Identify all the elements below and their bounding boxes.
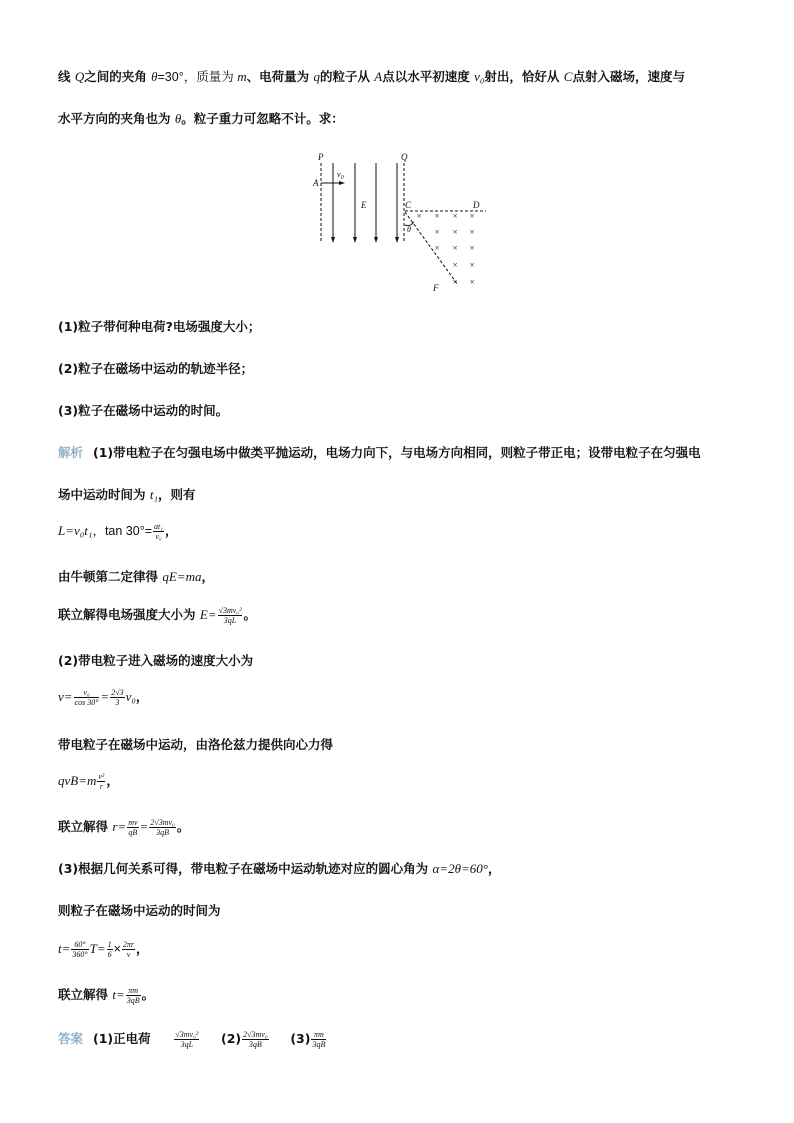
label-c: C: [405, 200, 412, 210]
svg-text:×: ×: [452, 243, 459, 253]
solution-para-9: 则粒子在磁场中运动的时间为: [58, 903, 221, 918]
question-3: (3)粒子在磁场中运动的时间。: [58, 403, 229, 418]
svg-text:×: ×: [469, 211, 476, 221]
fraction: $\frac{mv}{qB}$: [128, 818, 138, 837]
fraction: $\frac{1}{6}$: [107, 940, 112, 959]
svg-text:×: ×: [452, 227, 459, 237]
fraction: $\frac{\text{v₀}}{\cos 30^\circ}$: [74, 688, 99, 707]
problem-line-2: 水平方向的夹角也为 θ。粒子重力可忽略不计。求：: [58, 111, 344, 126]
svg-text:×: ×: [434, 211, 441, 221]
question-1: (1)粒子带何种电荷?电场强度大小；: [58, 319, 261, 334]
equation-4: t= $\frac{60^\circ}{360^\circ}$ T= $\frac{1}{6}$ × $\frac{2\pi r}{v}$ ，: [58, 940, 149, 959]
label-p: P: [318, 152, 324, 162]
solution-para-6: 带电粒子在磁场中运动，由洛伦兹力提供向心力得: [58, 737, 334, 752]
field-diagram: [300, 145, 500, 300]
fraction: $\frac{\text{at₁}}{\text{v₀}}$: [154, 522, 164, 541]
question-2: (2)粒子在磁场中运动的轨迹半径；: [58, 361, 254, 376]
svg-text:×: ×: [452, 260, 459, 270]
svg-text:×: ×: [452, 211, 459, 221]
magnetic-field-crosses: [416, 211, 475, 287]
svg-text:×: ×: [434, 227, 441, 237]
solution-para-1: 解析 (1)带电粒子在匀强电场中做类平抛运动，电场力向下，与电场方向相同，则粒子带正电；设带电粒子在匀强电: [58, 445, 701, 460]
fraction: $\frac{\text{2√3mv₀}}{3qB}$: [150, 818, 175, 837]
solution-para-3: 由牛顿第二定律得 qE=ma，: [58, 569, 214, 584]
svg-text:×: ×: [452, 277, 459, 287]
answer-2-fraction: $\frac{\text{2√3mv₀}}{3qB}$: [243, 1030, 268, 1049]
fraction: $\frac{2√3}{3}$: [111, 688, 124, 707]
label-q: Q: [401, 152, 408, 162]
equation-3: qvB=m $\frac{\text{v²}}{r}$ ，: [58, 772, 119, 791]
fraction: $\frac{\text{√3mv₀²}}{3qL}$: [218, 606, 242, 625]
solution-para-8: (3)根据几何关系可得，带电粒子在磁场中运动轨迹对应的圆心角为 α=2θ=60°，: [58, 861, 501, 876]
solution-para-4: 联立解得电场强度大小为 E= $\frac{\text{√3mv₀²}}{3qL}$ 。: [58, 606, 256, 625]
solution-para-7: 联立解得 r= $\frac{mv}{qB}$ = $\frac{\text{2√3mv₀}}{3qB}$ 。: [58, 818, 190, 837]
fraction: $\frac{2\pi r}{v}$: [122, 940, 135, 959]
solution-para-2: 场中运动时间为 t₁，则有: [58, 487, 196, 502]
solution-tag: 解析: [58, 445, 84, 460]
label-theta: θ: [407, 225, 411, 234]
fraction: $\frac{60^\circ}{360^\circ}$: [72, 940, 88, 959]
svg-text:×: ×: [469, 260, 476, 270]
equation-2: v= $\frac{\text{v₀}}{\cos 30^\circ}$ = $\frac{2√3}{3}$ v₀，: [58, 688, 149, 707]
answer-3-fraction: $\frac{\pi m}{3qB}$: [312, 1030, 326, 1049]
answer-1-fraction: $\frac{\text{√3mv₀²}}{3qL}$: [175, 1030, 199, 1049]
answer-tag: 答案: [58, 1031, 84, 1046]
equation-1: L=v₀t₁，tan 30°= $\frac{\text{at₁}}{\text{v₀}}$ ，: [58, 522, 178, 541]
svg-text:×: ×: [469, 277, 476, 287]
solution-para-10: 联立解得 t= $\frac{\pi m}{3qB}$ 。: [58, 986, 155, 1005]
fraction: $\frac{\text{v²}}{r}$: [98, 772, 105, 791]
label-d: D: [473, 200, 480, 210]
answer-line: 答案 (1)正电荷 $\frac{\text{√3mv₀²}}{3qL}$ (2) $\frac{\text{2√3mv₀}}{3qB}$ (3) $\frac{\pi m}{3qB}$: [58, 1030, 326, 1049]
svg-text:×: ×: [434, 243, 441, 253]
label-a: A: [313, 178, 319, 188]
label-e: E: [361, 200, 367, 210]
fraction: $\frac{\pi m}{3qB}$: [126, 986, 140, 1005]
svg-text:×: ×: [416, 211, 423, 221]
problem-line-1: 线 Q之间的夹角 θ=30°，质量为 m、电荷量为 q的粒子从 A点以水平初速度 v₀射出，恰好从 C点射入磁场，速度与: [58, 69, 685, 84]
solution-para-5: (2)带电粒子进入磁场的速度大小为: [58, 653, 254, 668]
label-f: F: [433, 283, 439, 293]
svg-text:×: ×: [469, 243, 476, 253]
svg-text:×: ×: [469, 227, 476, 237]
label-v0: $v_0$: [337, 170, 344, 181]
